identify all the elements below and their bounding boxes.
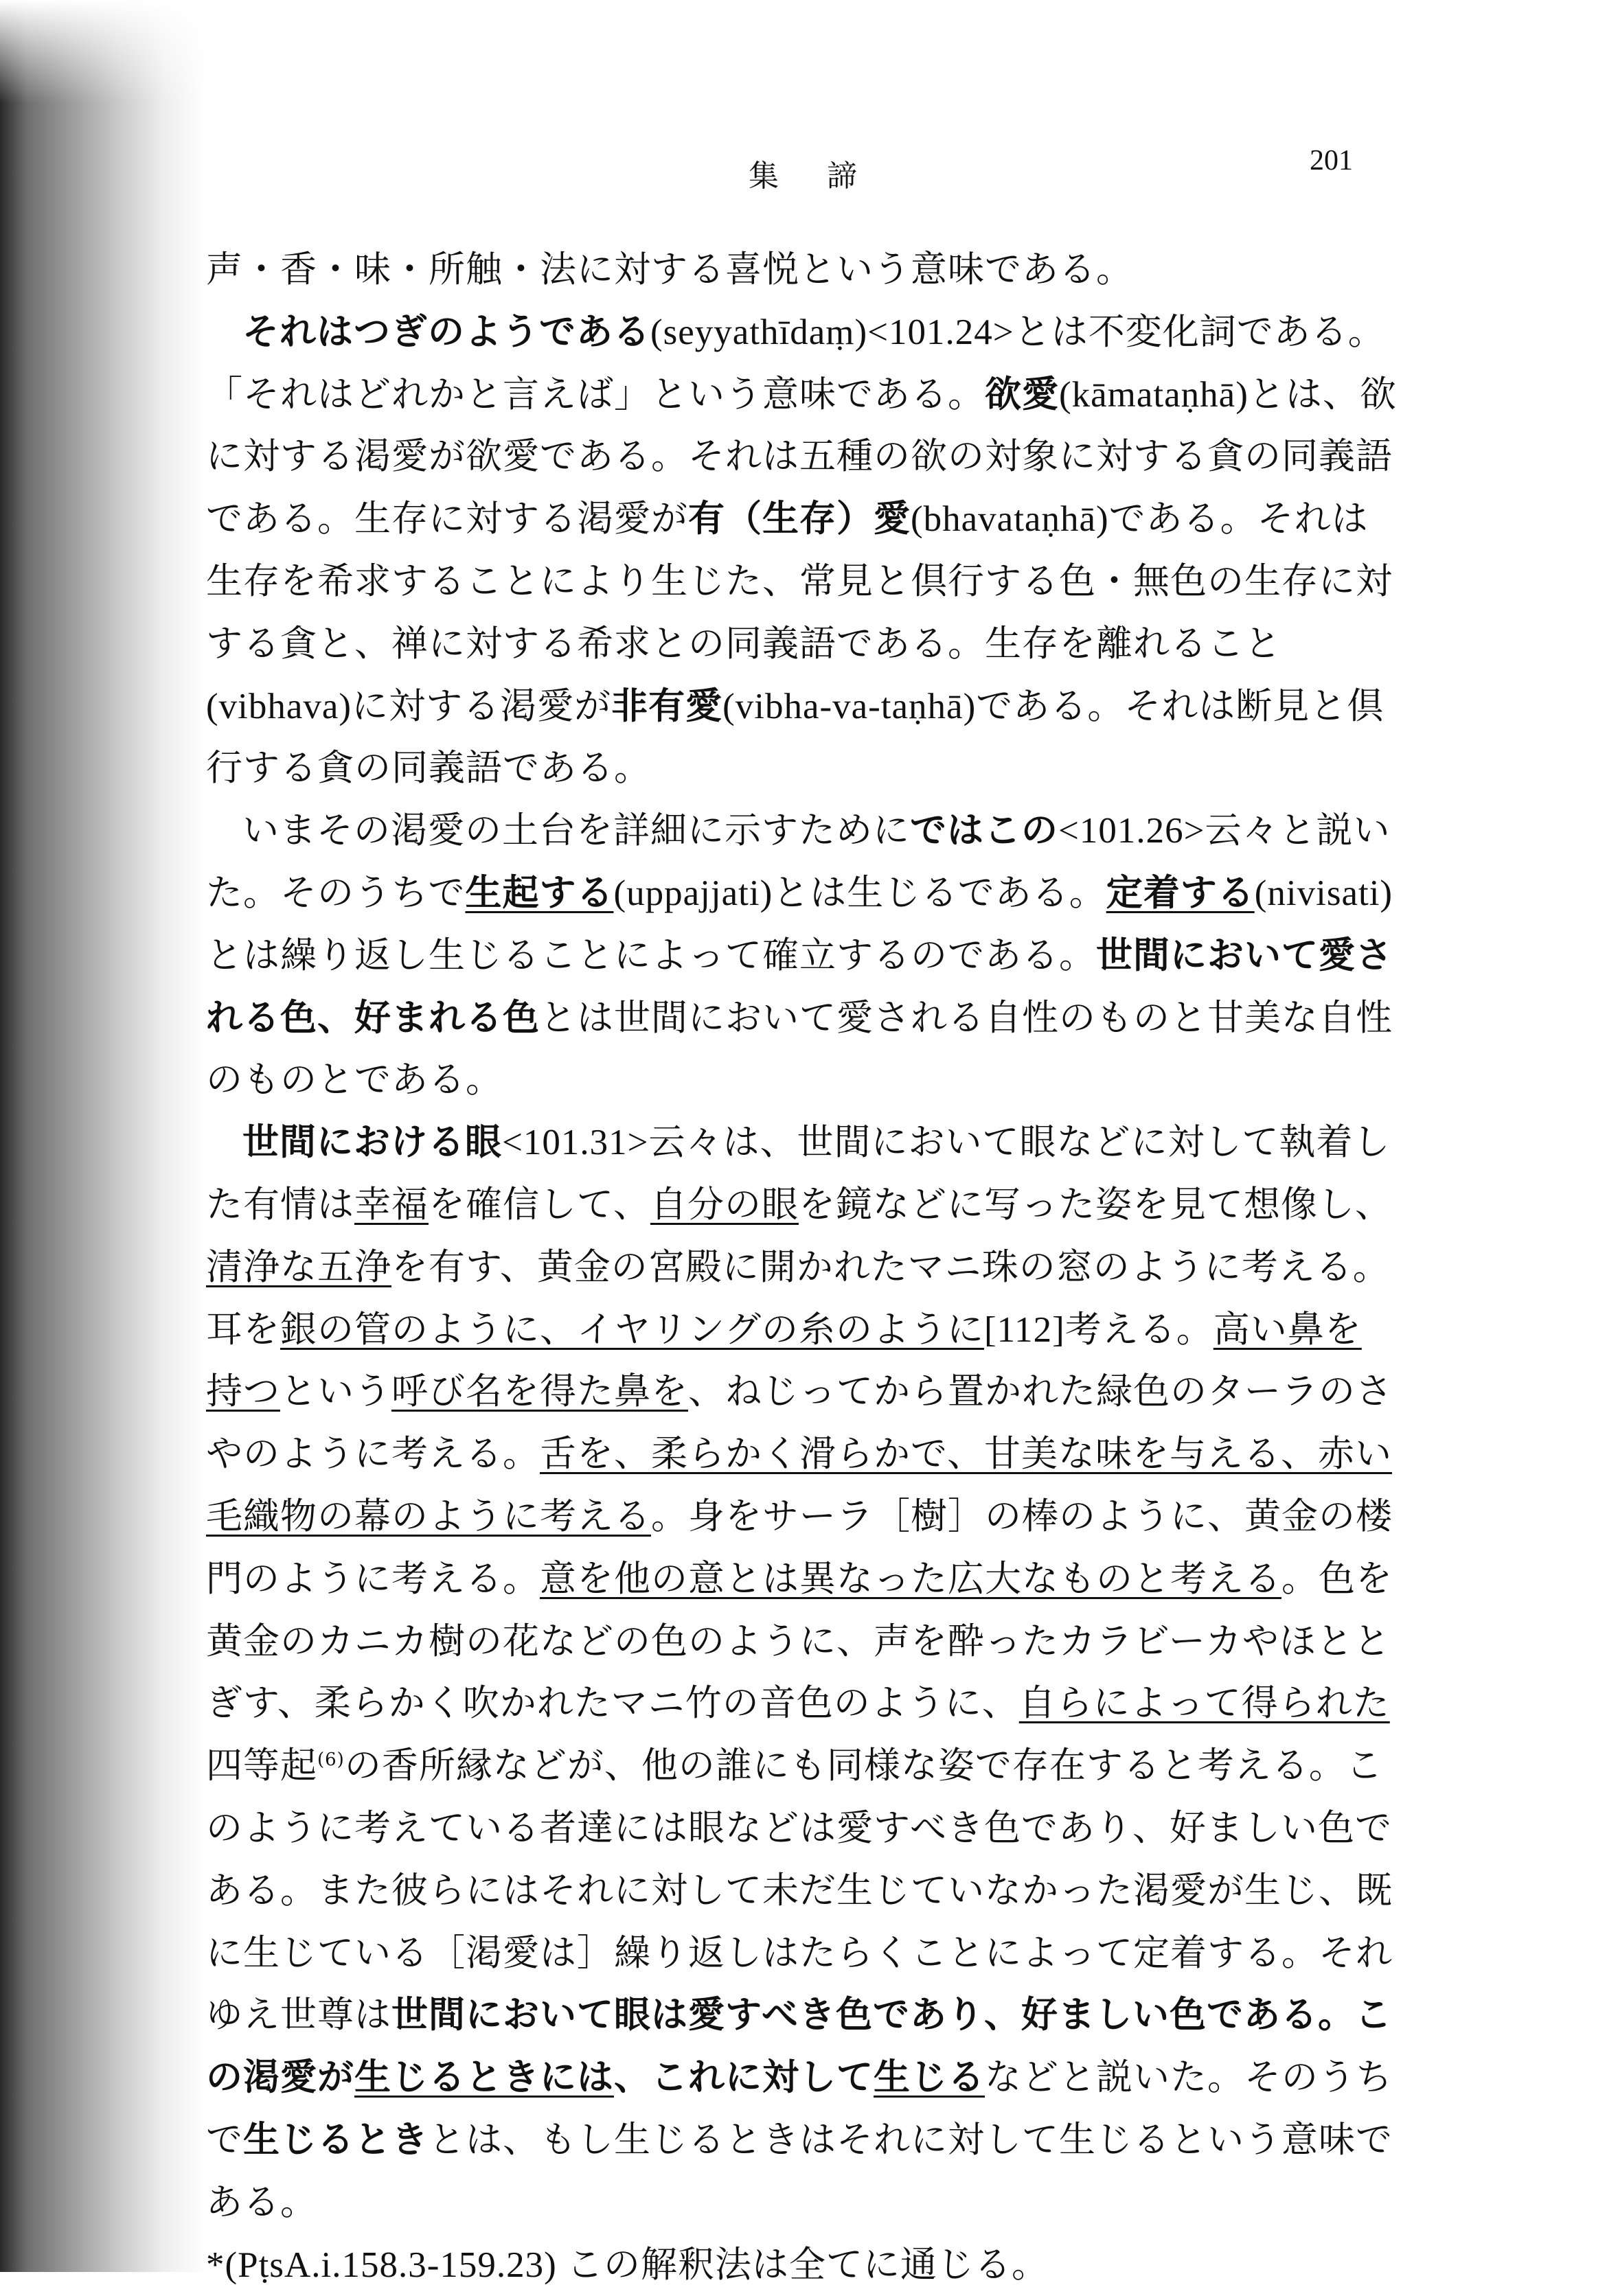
paragraph-3 (206, 800, 1398, 1112)
footnote-ref: (6) (317, 1749, 345, 1770)
text-run: <101.31> (502, 1123, 649, 1162)
text-run: この解釈法は全てに通じる。 (567, 2244, 1049, 2286)
bold-term: 定着する (1106, 872, 1255, 914)
text-run: (seyyathīdaṃ)<101.24> (650, 312, 1014, 352)
text-run: 清浄な五浄 (206, 1246, 391, 1288)
text-run: 呼び名を得た鼻を (391, 1370, 688, 1412)
text-run: 銀の管のように、イヤリングの糸のように (280, 1309, 984, 1351)
text-run: 。身をサーラ［樹］の棒のように、黄金の楼門のように考える。 (206, 1495, 1393, 1600)
bold-term: 欲愛 (985, 374, 1059, 415)
text-run: に対する渇愛が (352, 685, 611, 727)
body-text (206, 239, 1398, 2296)
text-run: とは生じるである。 (773, 872, 1106, 914)
text-run: を有す、黄金の宮殿に開かれたマニ珠の窓のように考える。耳を (206, 1246, 1390, 1351)
spine-shadow-fade (0, 0, 206, 103)
text-run: とは、もし生じるときはそれに対して生じるという意味である。 (206, 2119, 1393, 2223)
text-run: 幸福 (354, 1184, 429, 1226)
text-run: 意を他の意とは異なった広大なものと考える (540, 1558, 1281, 1600)
text-run: (uppajjati) (613, 873, 773, 913)
underlined-phrase (280, 1309, 984, 1351)
text-run: とは、欲に対する渇愛が欲愛である。それは五種の欲の対象に対する貪の同義語である。生存に対する渇愛が (206, 374, 1397, 540)
text-run: 云々と説いた。そのうちで (206, 810, 1391, 914)
underlined-phrase (206, 1246, 391, 1288)
text-run: とは世間において愛される自性のものと甘美な自性のものとである。 (206, 997, 1393, 1101)
text-run: などと説いた。そのうちで (206, 2056, 1393, 2161)
bold-term: 生じるときには (354, 2056, 614, 2098)
book-spine-shadow (0, 0, 206, 2272)
text-run: 云々は、世間において眼などに対して執着した有情は (206, 1121, 1391, 1226)
text-run: 四等起 (206, 1745, 317, 1787)
bold-term: それはつぎのようである (242, 311, 650, 353)
text-run: の香所縁などが、他の誰にも同様な姿で存在すると考える。このように考えている者達には眼などは愛すべき色であり、好ましい色である。また彼らにはそれに対して未だ生じていなかった渇愛が生じ、既に生じている［渇愛は］繰り返しはたらくことによって定着する。それゆえ世尊は (206, 1745, 1393, 2036)
text-run: 舌を、柔らかく滑らかで、甘美な味を与える、赤い毛織物の幕のように考える (206, 1433, 1392, 1537)
bold-term: 世間において愛される色、好まれる色 (206, 934, 1393, 1039)
text-run: 声・香・味・所触・法に対する喜悦という意味である。 (206, 249, 1133, 290)
text-run: とは不変化詞である。「それはどれかと言えば」という意味である。 (206, 311, 1385, 415)
text-run: である。それは生存を希求することにより生じた、常見と倶行する色・無色の生存に対する貪と、禅に対する希求との同義語である。生存を離れること (206, 498, 1393, 665)
text-run: 、ねじってから置かれた緑色のターラのさやのように考える。 (206, 1370, 1393, 1475)
paragraph-2 (206, 301, 1398, 800)
text-run: (vibha-va-taṇhā) (722, 687, 976, 726)
bold-term: 生起する (465, 872, 613, 914)
bold-term: 生じる (874, 2056, 985, 2098)
text-run: [112] (984, 1310, 1065, 1350)
underlined-phrase (465, 872, 613, 914)
bold-term: 非有愛 (611, 685, 722, 727)
text-run: (bhavataṇhā) (911, 499, 1109, 539)
underlined-phrase (650, 1184, 799, 1226)
text-run: (vibhava) (206, 687, 352, 726)
text-run: *(PṭsA.i.158.3-159.23) (206, 2245, 567, 2285)
text-run: 自らによって得られた (1019, 1682, 1390, 1724)
text-run: 。色を黄金のカニカ樹の花などの色のように、声を酔ったカラビーカやほととぎす、柔らかく吹かれたマニ竹の音色のように、 (206, 1558, 1393, 1725)
page-header (213, 137, 1353, 192)
paragraph-5 (206, 2234, 1398, 2296)
bold-term: 有（生存）愛 (688, 498, 911, 540)
bold-term: 、これに対して (614, 2056, 874, 2098)
underlined-phrase (391, 1370, 688, 1412)
text-run: とは繰り返し生じることによって確立するのである。 (206, 934, 1096, 976)
text-run: を確信して、 (429, 1184, 650, 1226)
underlined-phrase (874, 2056, 985, 2098)
text-run: という (280, 1370, 391, 1412)
text-run: 高い鼻を持つ (206, 1309, 1362, 1413)
bold-term: 世間における眼 (242, 1121, 502, 1163)
underlined-phrase (1019, 1682, 1390, 1724)
bold-term: 生じるとき (243, 2119, 429, 2161)
underlined-phrase (540, 1558, 1281, 1600)
paragraph-4 (206, 1112, 1398, 2234)
text-run: <101.26> (1058, 811, 1205, 851)
bold-term: 世間において眼は愛すべき色であり、好ましい色である。この渇愛が (206, 1994, 1392, 2098)
text-run: (kāmataṇhā) (1059, 375, 1249, 415)
underlined-phrase (354, 2056, 614, 2098)
page-number: 201 (1310, 144, 1353, 177)
text-run: を鏡などに写った姿を見て想像し、 (799, 1184, 1392, 1226)
text-run: (nivisati) (1255, 873, 1393, 913)
paragraph-1 (206, 239, 1398, 301)
bold-term: ではこの (910, 810, 1058, 851)
underlined-phrase (354, 1184, 429, 1226)
text-run: 考える。 (1065, 1309, 1213, 1351)
text-run: いまその渇愛の土台を詳細に示すために (242, 810, 910, 851)
text-run: 自分の眼 (650, 1184, 799, 1226)
underlined-phrase (1106, 872, 1255, 914)
running-title: 集 諦 (749, 151, 876, 195)
text-run: である。それは断見と倶行する貪の同義語である。 (206, 685, 1384, 790)
